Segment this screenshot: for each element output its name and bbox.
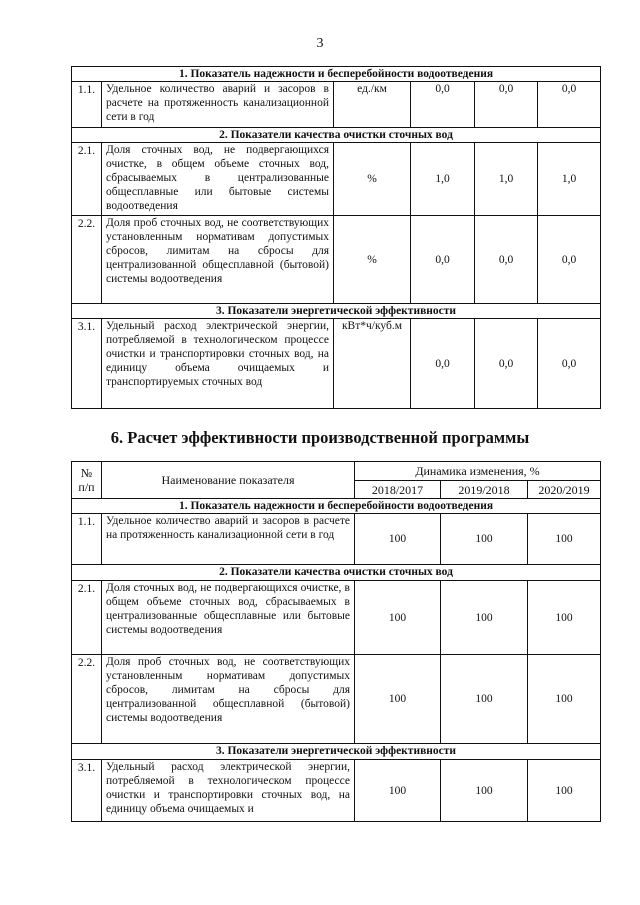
value-cell: 100 [355,514,441,565]
indicator-name: Удельный расход электрической энергии, потребляемой в технологическом процессе очистки и транспортировки сточных вод, на единицу объема очищаемых и [102,760,355,822]
table-row [72,514,601,565]
section-row [72,744,601,760]
section-heading: 6. Расчет эффективности производственной программы [110,428,530,447]
unit-cell: % [334,143,411,216]
indicator-name: Удельное количество аварий и засоров в расчете на протяженность канализационной сети в год [102,514,355,565]
value-cell: 0,0 [538,82,601,128]
value-cell: 0,0 [411,319,475,409]
value-cell: 0,0 [475,319,538,409]
section-title: 2. Показатели качества очистки сточных вод [72,565,601,581]
section-row [72,565,601,581]
row-number: 3.1. [72,760,102,822]
value-cell: 0,0 [538,319,601,409]
value-cell: 0,0 [538,216,601,304]
section-row [72,67,601,82]
row-number: 2.1. [72,143,102,216]
indicator-name: Доля проб сточных вод, не соответствующих установленным нормативам допустимых сбросов, лимитам на сбросы для централизованной общесплавной (бытовой) системы водоотведения [102,216,334,304]
page-number: 3 [316,36,324,51]
value-cell: 100 [528,581,601,655]
row-number: 1.1. [72,514,102,565]
unit-cell: ед./км [334,82,411,128]
value-cell: 100 [441,514,528,565]
value-cell: 0,0 [411,216,475,304]
header-indicator-name: Наименование показателя [102,462,355,499]
row-number: 2.2. [72,655,102,744]
table-row [72,581,601,655]
header-period: 2018/2017 [355,481,441,499]
value-cell: 100 [441,760,528,822]
header-period: 2019/2018 [441,481,528,499]
header-dynamics: Динамика изменения, % [355,462,601,481]
row-number: 3.1. [72,319,102,409]
table-row [72,216,601,304]
section-title: 3. Показатели энергетической эффективности [72,304,601,319]
value-cell: 0,0 [411,82,475,128]
unit-cell: % [334,216,411,304]
value-cell: 100 [441,655,528,744]
value-cell: 1,0 [411,143,475,216]
indicators-table [71,66,601,409]
row-number: 2.2. [72,216,102,304]
value-cell: 1,0 [538,143,601,216]
section-title: 1. Показатель надежности и бесперебойности водоотведения [72,67,601,82]
row-number: 1.1. [72,82,102,128]
section-title: 3. Показатели энергетической эффективности [72,744,601,760]
table-row [72,760,601,822]
value-cell: 0,0 [475,216,538,304]
value-cell: 100 [355,581,441,655]
table-row [72,655,601,744]
indicator-name: Удельный расход электрической энергии, потребляемой в технологическом процессе очистки и транспортировки сточных вод, на единицу объема очищаемых и транспортируемых сточных вод [102,319,334,409]
table-row [72,143,601,216]
indicator-name: Доля проб сточных вод, не соответствующих установленным нормативам допустимых сбросов, лимитам на сбросы для централизованной общесплавной (бытовой) системы водоотведения [102,655,355,744]
value-cell: 100 [441,581,528,655]
unit-cell: кВт*ч/куб.м [334,319,411,409]
header-number: № п/п [72,462,102,499]
value-cell: 100 [355,760,441,822]
indicator-name: Удельное количество аварий и засоров в расчете на протяженность канализационной сети в год [102,82,334,128]
section-row [72,499,601,514]
header-period: 2020/2019 [528,481,601,499]
value-cell: 100 [528,655,601,744]
section-title: 2. Показатели качества очистки сточных вод [72,128,601,143]
table-row [72,82,601,128]
row-number: 2.1. [72,581,102,655]
value-cell: 100 [528,514,601,565]
section-title: 1. Показатель надежности и бесперебойности водоотведения [72,499,601,514]
value-cell: 0,0 [475,82,538,128]
efficiency-table [71,461,601,822]
indicator-name: Доля сточных вод, не подвергающихся очистке, в общем объеме сточных вод, сбрасываемых в централизованные общесплавные или бытовые системы водоотведения [102,581,355,655]
header-row [72,462,601,481]
indicator-name: Доля сточных вод, не подвергающихся очистке, в общем объеме сточных вод, сбрасываемых в централизованные общесплавные или бытовые системы водоотведения [102,143,334,216]
section-row [72,128,601,143]
value-cell: 100 [528,760,601,822]
value-cell: 100 [355,655,441,744]
value-cell: 1,0 [475,143,538,216]
section-row [72,304,601,319]
table-row [72,319,601,409]
